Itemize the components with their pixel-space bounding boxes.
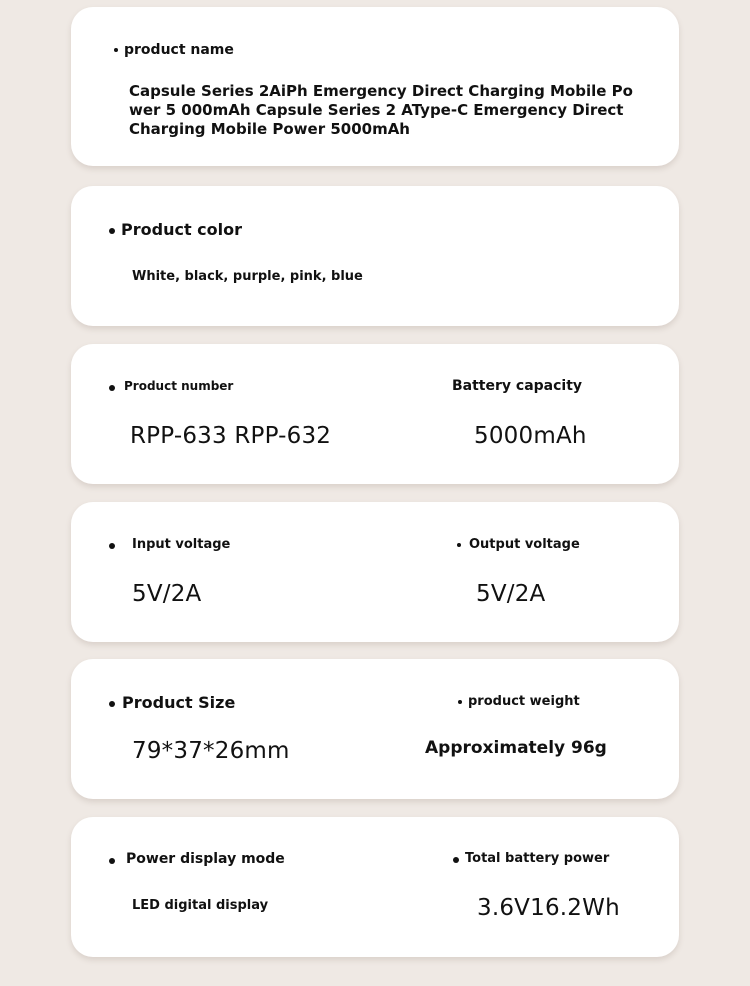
product-color-card [71, 186, 679, 326]
bullet-dot [457, 543, 461, 547]
input-voltage-value: 5V/2A [132, 581, 202, 607]
product-weight-value: Approximately 96g [425, 738, 607, 758]
bullet-dot [109, 385, 115, 391]
product-number-value: RPP-633 RPP-632 [130, 423, 332, 449]
bullet-dot [114, 48, 118, 52]
product-size-value: 79*37*26mm [132, 738, 290, 764]
input-voltage-label: Input voltage [132, 537, 231, 552]
power-display-mode-value: LED digital display [132, 898, 269, 913]
output-voltage-label: Output voltage [469, 537, 580, 552]
product-number-label: Product number [124, 379, 234, 393]
bullet-dot [109, 858, 115, 864]
product-name-card [71, 7, 679, 166]
battery-capacity-value: 5000mAh [474, 423, 587, 449]
battery-capacity-label: Battery capacity [452, 378, 583, 394]
bullet-dot [109, 701, 115, 707]
product-number-card [71, 344, 679, 484]
size-weight-card [71, 659, 679, 799]
bullet-dot [109, 543, 115, 549]
power-display-mode-label: Power display mode [126, 851, 285, 867]
power-display-card [71, 817, 679, 957]
product-color-value: White, black, purple, pink, blue [132, 269, 363, 284]
voltage-card [71, 502, 679, 642]
output-voltage-value: 5V/2A [476, 581, 546, 607]
product-name-label: product name [124, 42, 234, 58]
bullet-dot [109, 228, 115, 234]
total-battery-power-label: Total battery power [465, 851, 610, 866]
product-color-label: Product color [121, 220, 242, 239]
total-battery-power-value: 3.6V16.2Wh [477, 895, 620, 921]
product-size-label: Product Size [122, 693, 236, 712]
bullet-dot [458, 700, 462, 704]
product-weight-label: product weight [468, 694, 580, 709]
bullet-dot [453, 857, 459, 863]
product-name-value: Capsule Series 2AiPh Emergency Direct Charging Mobile Power 5 000mAh Capsule Series 2 AType-C Emergency Direct Charging Mobile Power 5000mAh [129, 82, 633, 138]
